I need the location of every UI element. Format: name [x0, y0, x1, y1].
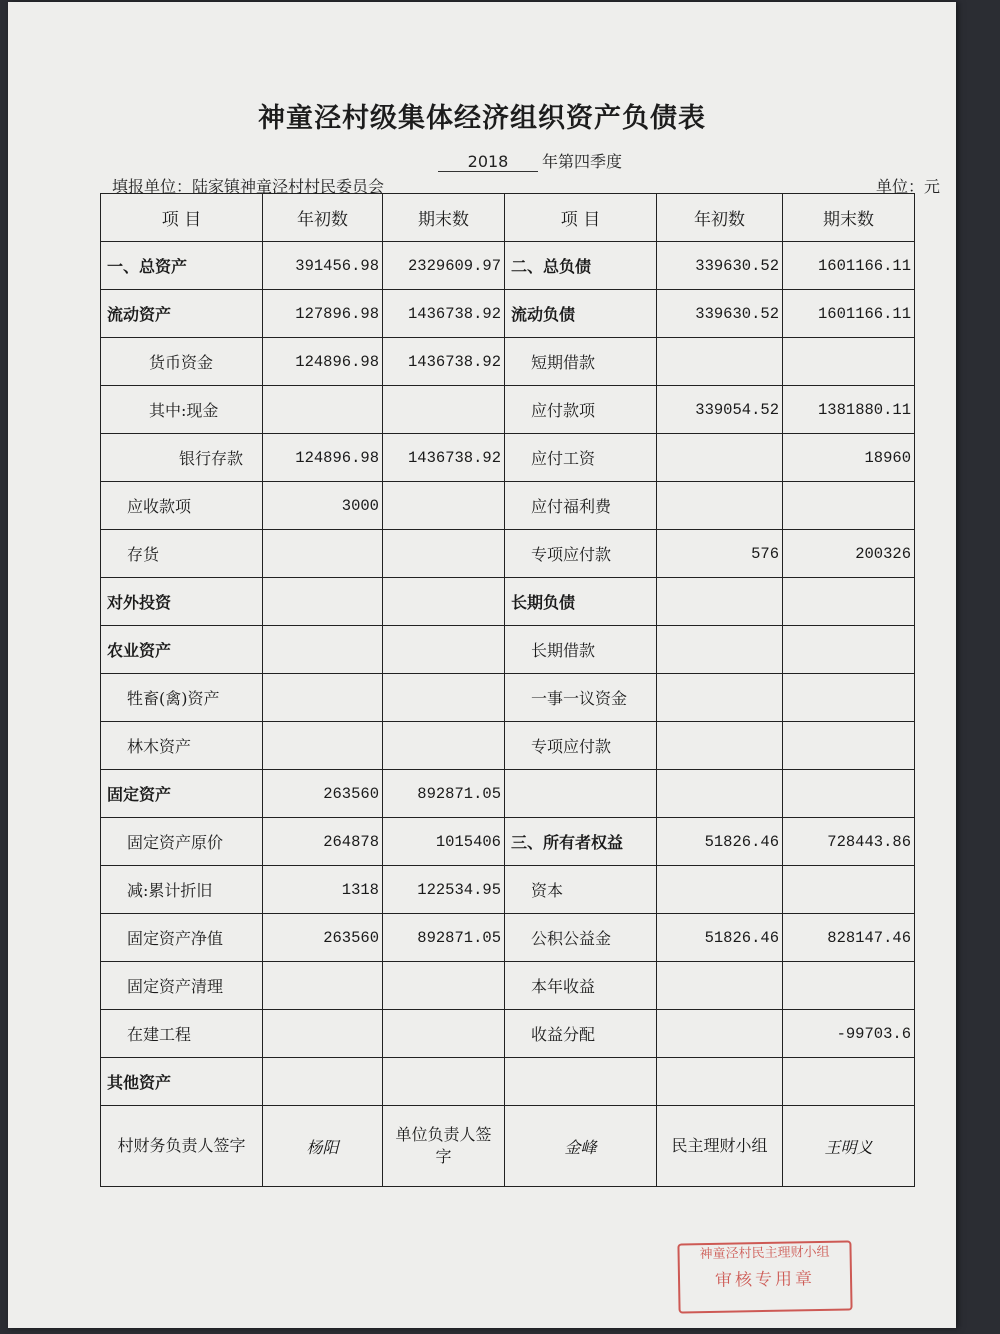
asset-opening: 263560: [263, 770, 383, 818]
asset-opening: [263, 530, 383, 578]
liability-closing: -99703.6: [783, 1010, 915, 1058]
liability-item: 专项应付款: [505, 722, 657, 770]
asset-closing: 1436738.92: [383, 338, 505, 386]
filling-unit: 填报单位：陆家镇神童泾村村民委员会: [112, 177, 385, 196]
asset-item: 固定资产: [101, 770, 263, 818]
asset-opening: [263, 386, 383, 434]
asset-closing: 122534.95: [383, 866, 505, 914]
liability-closing: 828147.46: [783, 914, 915, 962]
liability-opening: 51826.46: [657, 818, 783, 866]
liability-item: 长期借款: [505, 626, 657, 674]
table-row: [101, 722, 915, 770]
header-opening: 年初数: [263, 194, 383, 242]
liability-closing: 1601166.11: [783, 290, 915, 338]
asset-item: 对外投资: [101, 578, 263, 626]
asset-item: 减:累计折旧: [101, 866, 263, 914]
asset-item: 固定资产净值: [101, 914, 263, 962]
liability-item: [505, 770, 657, 818]
table-row: [101, 242, 915, 290]
liability-closing: [783, 338, 915, 386]
liability-opening: [657, 962, 783, 1010]
report-year: 2018: [438, 152, 538, 172]
table-row: [101, 386, 915, 434]
liability-item: 本年收益: [505, 962, 657, 1010]
asset-opening: 3000: [263, 482, 383, 530]
asset-closing: [383, 722, 505, 770]
table-row: [101, 530, 915, 578]
liability-opening: [657, 770, 783, 818]
liability-opening: [657, 1058, 783, 1106]
asset-item: 固定资产原价: [101, 818, 263, 866]
liability-closing: 1601166.11: [783, 242, 915, 290]
asset-item: 其中:现金: [101, 386, 263, 434]
asset-opening: 391456.98: [263, 242, 383, 290]
unit-head-signature: 金峰: [505, 1106, 657, 1187]
asset-item: 农业资产: [101, 626, 263, 674]
asset-opening: [263, 722, 383, 770]
asset-closing: [383, 386, 505, 434]
liability-item: 应付福利费: [505, 482, 657, 530]
asset-item: 一、总资产: [101, 242, 263, 290]
asset-closing: [383, 962, 505, 1010]
asset-opening: 124896.98: [263, 434, 383, 482]
signature-row: [101, 1106, 915, 1187]
asset-item: 货币资金: [101, 338, 263, 386]
table-row: [101, 290, 915, 338]
header-closing: 期末数: [383, 194, 505, 242]
currency-unit: 单位：元: [875, 177, 940, 196]
liability-opening: [657, 626, 783, 674]
liability-closing: [783, 962, 915, 1010]
asset-item: 银行存款: [101, 434, 263, 482]
asset-closing: [383, 530, 505, 578]
liability-opening: [657, 866, 783, 914]
header-closing: 期末数: [783, 194, 915, 242]
liability-opening: [657, 434, 783, 482]
period-suffix: 年第四季度: [542, 152, 623, 171]
liability-item: 二、总负债: [505, 242, 657, 290]
asset-closing: 1436738.92: [383, 434, 505, 482]
asset-opening: [263, 626, 383, 674]
liability-closing: 200326: [783, 530, 915, 578]
table-row: [101, 578, 915, 626]
header-opening: 年初数: [657, 194, 783, 242]
liability-opening: [657, 338, 783, 386]
asset-item: 其他资产: [101, 1058, 263, 1106]
table-header-row: [101, 194, 915, 242]
asset-closing: 1436738.92: [383, 290, 505, 338]
asset-opening: [263, 674, 383, 722]
table-row: [101, 962, 915, 1010]
liability-closing: 728443.86: [783, 818, 915, 866]
liability-opening: 339630.52: [657, 242, 783, 290]
report-period: [438, 149, 622, 172]
asset-opening: 127896.98: [263, 290, 383, 338]
header-item: 项 目: [505, 194, 657, 242]
liability-closing: [783, 770, 915, 818]
header-item: 项 目: [101, 194, 263, 242]
liability-opening: 339054.52: [657, 386, 783, 434]
liability-item: 专项应付款: [505, 530, 657, 578]
liability-opening: 339630.52: [657, 290, 783, 338]
table-row: [101, 914, 915, 962]
asset-closing: 892871.05: [383, 770, 505, 818]
liability-opening: 576: [657, 530, 783, 578]
asset-opening: [263, 962, 383, 1010]
asset-item: 牲畜(禽)资产: [101, 674, 263, 722]
liability-closing: [783, 866, 915, 914]
table-row: [101, 482, 915, 530]
liability-closing: [783, 578, 915, 626]
page-title: 神童泾村级集体经济组织资产负债表: [258, 103, 706, 134]
liability-closing: [783, 482, 915, 530]
table-row: [101, 1010, 915, 1058]
liability-item: [505, 1058, 657, 1106]
liability-opening: [657, 1010, 783, 1058]
table-row: [101, 338, 915, 386]
liability-closing: [783, 1058, 915, 1106]
asset-closing: 892871.05: [383, 914, 505, 962]
asset-opening: 124896.98: [263, 338, 383, 386]
liability-item: 流动负债: [505, 290, 657, 338]
asset-closing: [383, 578, 505, 626]
finance-group-signature: 王明义: [783, 1106, 915, 1187]
table-row: [101, 626, 915, 674]
asset-closing: 2329609.97: [383, 242, 505, 290]
liability-item: 长期负债: [505, 578, 657, 626]
table-row: [101, 1058, 915, 1106]
seal-line-1: 神童泾村民主理财小组: [699, 1244, 830, 1263]
finance-signature: 杨阳: [263, 1106, 383, 1187]
asset-opening: [263, 1058, 383, 1106]
seal-line-2: 审核专用章: [714, 1269, 816, 1291]
asset-closing: 1015406: [383, 818, 505, 866]
asset-closing: [383, 1010, 505, 1058]
asset-opening: [263, 578, 383, 626]
table-row: [101, 674, 915, 722]
unit-head-label: 单位负责人签 字: [383, 1106, 505, 1187]
asset-item: 在建工程: [101, 1010, 263, 1058]
official-seal: [677, 1240, 852, 1313]
asset-item: 流动资产: [101, 290, 263, 338]
table-row: [101, 866, 915, 914]
asset-item: 固定资产清理: [101, 962, 263, 1010]
liability-opening: [657, 578, 783, 626]
asset-opening: 264878: [263, 818, 383, 866]
asset-item: 应收款项: [101, 482, 263, 530]
asset-item: 林木资产: [101, 722, 263, 770]
asset-opening: [263, 1010, 383, 1058]
asset-closing: [383, 482, 505, 530]
asset-item: 存货: [101, 530, 263, 578]
liability-item: 三、所有者权益: [505, 818, 657, 866]
asset-opening: 263560: [263, 914, 383, 962]
liability-opening: [657, 674, 783, 722]
liability-item: 公积公益金: [505, 914, 657, 962]
liability-item: 应付工资: [505, 434, 657, 482]
liability-closing: [783, 626, 915, 674]
table-row: [101, 818, 915, 866]
asset-closing: [383, 626, 505, 674]
asset-closing: [383, 674, 505, 722]
liability-opening: 51826.46: [657, 914, 783, 962]
liability-closing: [783, 722, 915, 770]
liability-closing: 1381880.11: [783, 386, 915, 434]
liability-closing: [783, 674, 915, 722]
liability-item: 收益分配: [505, 1010, 657, 1058]
liability-closing: 18960: [783, 434, 915, 482]
table-row: [101, 770, 915, 818]
liability-opening: [657, 722, 783, 770]
balance-sheet-table: [100, 193, 915, 1187]
finance-signer-label: 村财务负责人签字: [101, 1106, 263, 1187]
liability-item: 资本: [505, 866, 657, 914]
finance-group-label: 民主理财小组: [657, 1106, 783, 1187]
asset-closing: [383, 1058, 505, 1106]
liability-item: 短期借款: [505, 338, 657, 386]
liability-opening: [657, 482, 783, 530]
liability-item: 应付款项: [505, 386, 657, 434]
table-row: [101, 434, 915, 482]
asset-opening: 1318: [263, 866, 383, 914]
liability-item: 一事一议资金: [505, 674, 657, 722]
